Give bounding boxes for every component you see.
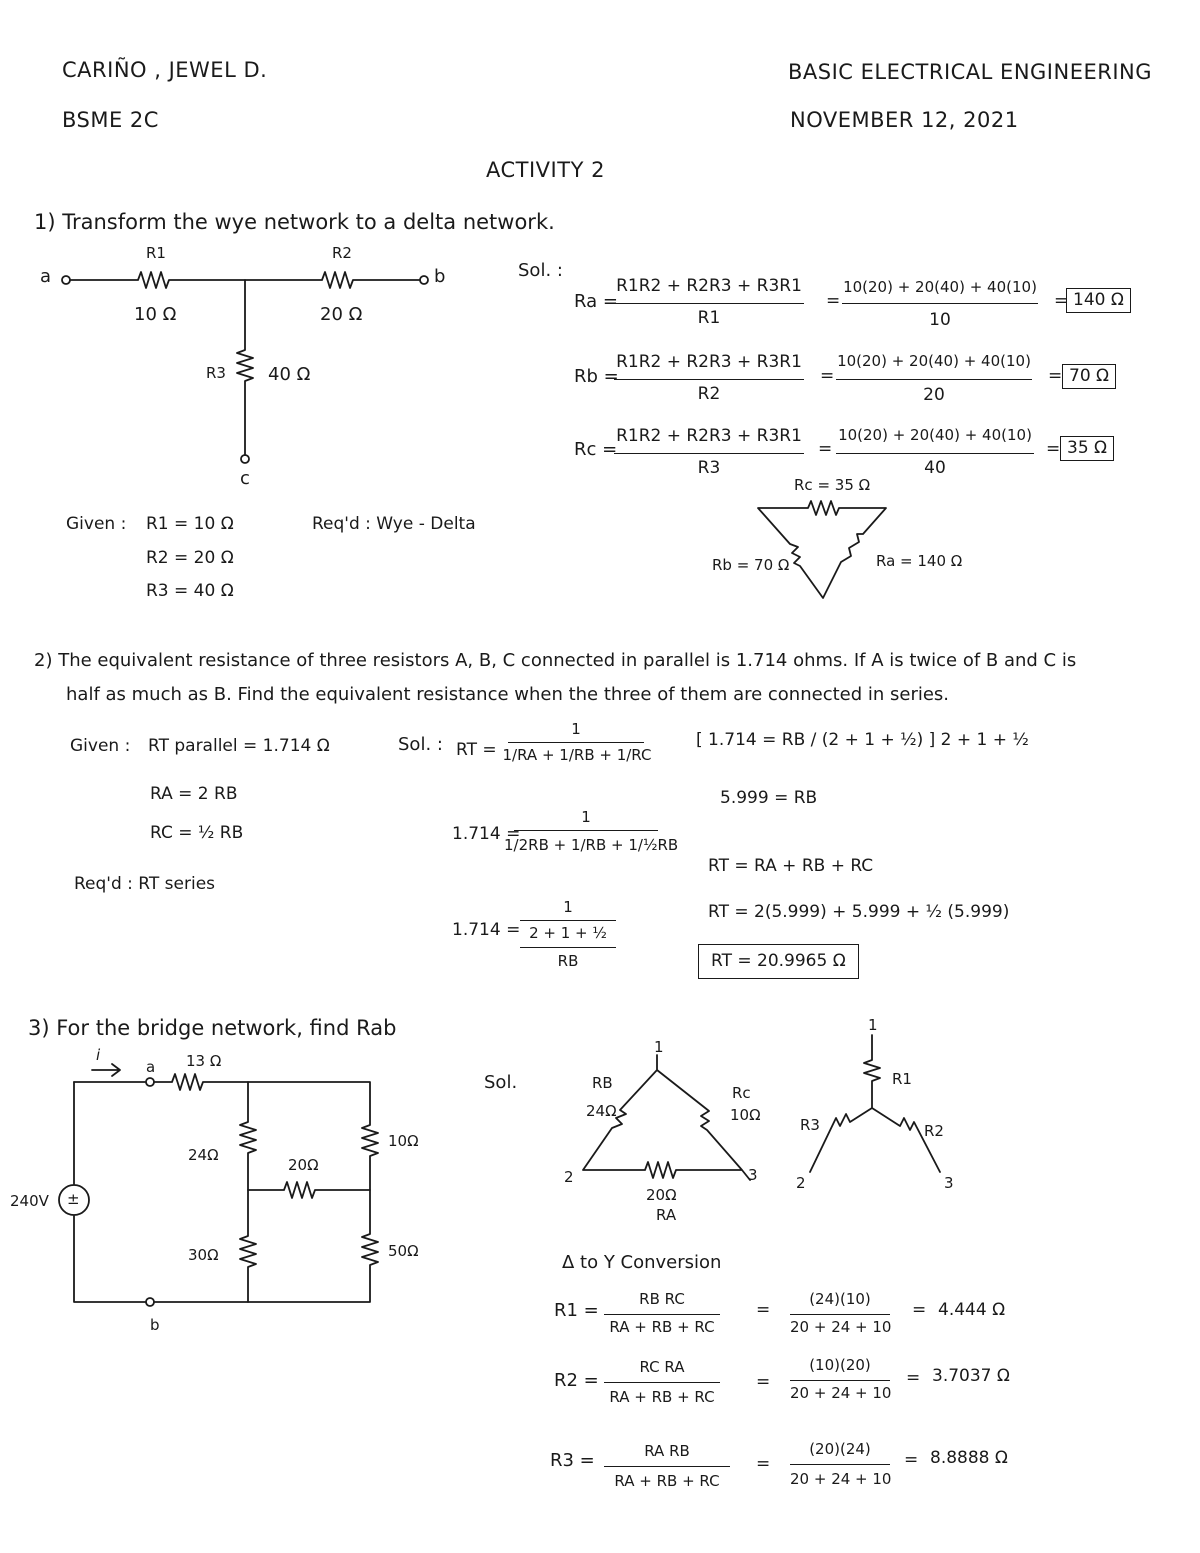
wye-r3-value: 40 Ω [268,364,311,385]
p2-eq3-inner-bar [520,947,616,948]
delta-node-1: 1 [654,1038,664,1056]
p2-eq1-numerator: 1 [571,720,581,738]
problem-1-question: 1) Transform the wye network to a delta network. [34,210,555,234]
wye-r2-value: 20 Ω [320,304,363,325]
p3-r2-result: 3.7037 Ω [932,1366,1010,1386]
p2-eq2-bar [514,830,658,831]
ra-formula-denominator: R1 [697,308,721,328]
delta-rc-value: 10Ω [730,1106,761,1124]
bridge-wye-network [810,1035,940,1172]
rc-numeric-numerator: 10(20) + 20(40) + 40(10) [838,426,1032,444]
delta-node-3: 3 [748,1166,758,1184]
p3-r3-equals: = [756,1454,771,1474]
ra-numeric-denominator: 10 [929,310,951,330]
p3-r1-numeric-denominator: 20 + 24 + 10 [790,1318,892,1336]
delta-rb-value: 24Ω [586,1102,617,1120]
p3-r1-equals-2: = [912,1300,927,1320]
p2-step-4: RT = 2(5.999) + 5.999 + ½ (5.999) [708,902,1010,922]
p3-r3-lhs: R3 = [550,1450,595,1471]
rc-numeric-bar [836,453,1034,454]
ra-equals-2: = [1054,291,1069,311]
delta-ra-label: Ra = 140 Ω [876,552,963,570]
ra-numeric-bar [842,303,1038,304]
student-name: CARIÑO , JEWEL D. [62,58,268,82]
p2-eq3-denominator-top: 2 + 1 + ½ [529,924,607,942]
p3-r1-numerator: RB RC [639,1290,685,1308]
p3-r1-bar [604,1314,720,1315]
p2-eq1-lhs: RT = [456,740,497,760]
current-arrow-icon [92,1064,120,1076]
rb-numeric-numerator: 10(20) + 20(40) + 40(10) [837,352,1031,370]
p2-given-label: Given : [70,736,131,756]
wye-r3-branch [237,280,253,455]
wye-r1-label: R1 [146,244,166,262]
current-label: i [96,1046,101,1064]
ra-lhs: Ra = [574,291,618,312]
rc-lhs: Rc = [574,439,618,460]
ra-equals: = [826,291,841,311]
wye-circuit [62,272,428,463]
rb-numeric-denominator: 20 [923,385,945,405]
node-c-terminal [241,455,249,463]
wye-r3-label: R3 [206,364,226,382]
p2-given-rc: RC = ½ RB [150,823,244,843]
p3-r2-bar [604,1382,720,1383]
p3-r3-numeric-numerator: (20)(24) [809,1440,871,1458]
wye-network-outline [810,1035,940,1172]
bridge-30-ohm-label: 30Ω [188,1246,219,1264]
p3-r3-denominator: RA + RB + RC [614,1472,720,1490]
p3-r2-numeric-denominator: 20 + 24 + 10 [790,1384,892,1402]
wye-node-3: 3 [944,1174,954,1192]
delta-rb-name: RB [592,1074,613,1092]
p2-eq2-numerator: 1 [581,808,591,826]
p2-eq1-bar [508,742,644,743]
p2-step-2: 5.999 = RB [720,788,818,808]
p2-required: Req'd : RT series [74,874,216,894]
rc-result: 35 Ω [1060,436,1114,461]
bridge-node-b [146,1298,154,1306]
rb-formula-numerator: R1R2 + R2R3 + R3R1 [616,352,802,372]
rb-lhs: Rb = [574,366,619,387]
student-section: BSME 2C [62,108,159,132]
p2-given-rt-parallel: RT parallel = 1.714 Ω [148,736,330,756]
p3-r3-result: 8.8888 Ω [930,1448,1008,1468]
p3-r2-numerator: RC RA [639,1358,685,1376]
p3-solution-label: Sol. [484,1072,518,1093]
delta-triangle [758,501,886,598]
ra-numeric-numerator: 10(20) + 20(40) + 40(10) [843,278,1037,296]
p1-solution-label: Sol. : [518,260,563,281]
rb-numeric-bar [836,379,1032,380]
bridge-circuit [59,1064,378,1306]
p2-eq3-bar [520,920,616,921]
delta-rc-name: Rc [732,1084,751,1102]
rc-equals: = [818,439,833,459]
delta-node-2: 2 [564,1168,574,1186]
rb-equals-2: = [1048,366,1063,386]
delta-outline [758,501,886,598]
bridge-20-ohm-resistor [248,1182,370,1198]
wye-node-c-label: c [240,468,250,489]
p3-r2-equals-2: = [906,1368,921,1388]
ra-formula-bar [614,303,804,304]
source-polarity-icon: ± [67,1190,80,1208]
source-voltage-label: 240V [10,1192,49,1210]
p2-given-ra: RA = 2 RB [150,784,238,804]
p1-given-label: Given : [66,514,127,534]
delta-ra-value: 20Ω [646,1186,677,1204]
wye-node-1: 1 [868,1016,878,1034]
p3-r1-numeric-bar [790,1314,890,1315]
rb-equals: = [820,366,835,386]
problem-2-question-line-2: half as much as B. Find the equivalent resistance when the three of them are connected in series. [66,684,950,705]
delta-ra-name: RA [656,1206,677,1224]
delta-rc-label: Rc = 35 Ω [794,476,871,494]
p3-r1-denominator: RA + RB + RC [609,1318,715,1336]
p2-result: RT = 20.9965 Ω [698,944,859,979]
p3-r1-lhs: R1 = [554,1300,599,1321]
p3-r2-numeric-bar [790,1380,890,1381]
bridge-node-b-label: b [150,1316,160,1334]
rb-formula-bar [614,379,804,380]
bridge-left-bottom-wire [74,1216,146,1302]
p3-r3-equals-2: = [904,1450,919,1470]
p3-r2-numeric-numerator: (10)(20) [809,1356,871,1374]
p3-r2-equals: = [756,1372,771,1392]
bridge-13-ohm-label: 13 Ω [186,1052,222,1070]
rb-result: 70 Ω [1062,364,1116,389]
wye-r1-value: 10 Ω [134,304,177,325]
p1-given-r1: R1 = 10 Ω [146,514,234,534]
p2-eq2-denominator: 1/2RB + 1/RB + 1/½RB [504,836,679,854]
p3-r3-numeric-bar [790,1464,890,1465]
p2-step-1: [ 1.714 = RB / (2 + 1 + ½) ] 2 + 1 + ½ [696,730,1029,750]
problem-2-question-line-1: 2) The equivalent resistance of three resistors A, B, C connected in parallel is 1.714 ohms. If A is twice of B and C is [34,650,1077,671]
p1-given-r2: R2 = 20 Ω [146,548,234,568]
p2-eq3-numerator: 1 [563,898,573,916]
bridge-node-a-label: a [146,1058,156,1076]
p2-step-3: RT = RA + RB + RC [708,856,874,876]
p3-r2-denominator: RA + RB + RC [609,1388,715,1406]
wye-r1-name: R1 [892,1070,912,1088]
rc-formula-denominator: R3 [697,458,721,478]
p3-r1-result: 4.444 Ω [938,1300,1006,1320]
bridge-middle-branch [240,1082,256,1302]
bridge-10-ohm-label: 10Ω [388,1132,419,1150]
rc-equals-2: = [1046,439,1061,459]
bridge-outer-loop [154,1074,378,1302]
ra-result: 140 Ω [1066,288,1131,313]
rc-formula-numerator: R1R2 + R2R3 + R3R1 [616,426,802,446]
rc-numeric-denominator: 40 [924,458,946,478]
p3-r1-equals: = [756,1300,771,1320]
activity-title: ACTIVITY 2 [486,158,605,182]
p3-r1-numeric-numerator: (24)(10) [809,1290,871,1308]
p3-r3-numeric-denominator: 20 + 24 + 10 [790,1470,892,1488]
p3-r3-bar [604,1466,730,1467]
delta-rb-label: Rb = 70 Ω [712,556,790,574]
bridge-24-ohm-label: 24Ω [188,1146,219,1164]
subject-title: BASIC ELECTRICAL ENGINEERING [788,60,1153,84]
p1-required: Req'd : Wye - Delta [312,514,476,534]
p2-eq1-denominator: 1/RA + 1/RB + 1/RC [502,746,652,764]
wye-node-a-label: a [40,266,52,287]
p2-eq3-denominator-bottom: RB [557,952,579,970]
node-b-terminal [420,276,428,284]
p2-solution-label: Sol. : [398,734,443,755]
wye-r3-name: R3 [800,1116,820,1134]
wye-node-b-label: b [434,266,446,287]
problem-3-question: 3) For the bridge network, find Rab [28,1016,397,1040]
p2-eq2-lhs: 1.714 = [452,824,521,844]
wye-r2-label: R2 [332,244,352,262]
wye-node-2: 2 [796,1174,806,1192]
wye-r2-name: R2 [924,1122,944,1140]
p3-r3-numerator: RA RB [644,1442,690,1460]
bridge-node-a [146,1078,154,1086]
ra-formula-numerator: R1R2 + R2R3 + R3R1 [616,276,802,296]
rc-formula-bar [614,453,804,454]
bridge-50-ohm-label: 50Ω [388,1242,419,1260]
node-a-terminal [62,276,70,284]
submission-date: NOVEMBER 12, 2021 [790,108,1019,132]
rb-formula-denominator: R2 [697,384,721,404]
p1-given-r3: R3 = 40 Ω [146,581,234,601]
p2-eq3-lhs: 1.714 = [452,920,521,940]
conversion-title: Δ to Y Conversion [562,1252,722,1273]
bridge-20-ohm-label: 20Ω [288,1156,319,1174]
p3-r2-lhs: R2 = [554,1370,599,1391]
